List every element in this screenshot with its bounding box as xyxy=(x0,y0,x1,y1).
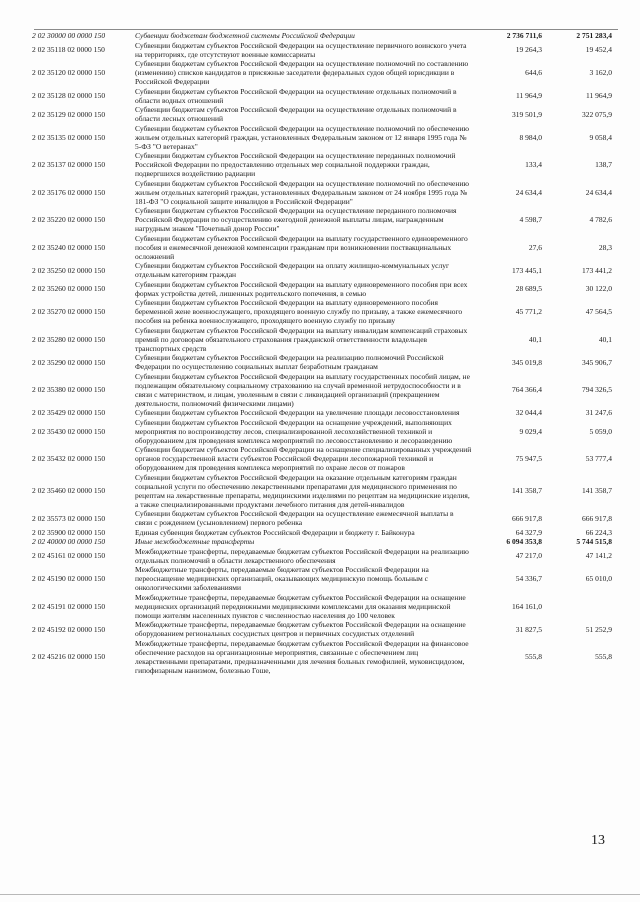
row-value-1: 31 827,5 xyxy=(515,624,542,634)
row-code: 2 02 35430 02 0000 150 xyxy=(32,426,106,436)
row-value-2: 666 917,8 xyxy=(582,513,612,523)
table-row xyxy=(32,547,612,566)
row-value-2: 47 141,2 xyxy=(585,551,612,560)
row-code: 2 02 45192 02 0000 150 xyxy=(32,624,106,634)
table-row xyxy=(32,593,612,621)
row-name: Межбюджетные трансферты, передаваемые бюджетам субъектов Российской Федерации на финансовое обеспечение расходов на организационные мероприятия, связанные с обеспечением лиц лекарственными препаратами, предназначенными для лечения больных гемофилией, муковисцидозом, гипофизарным нанизмом, болезнью Гоше, xyxy=(135,638,469,675)
row-code: 2 02 40000 00 0000 150 xyxy=(32,537,106,546)
row-name: Межбюджетные трансферты, передаваемые бюджетам субъектов Российской Федерации на оснащение медицинских организаций передвижными медицинскими комплексами для оказания медицинской помощи жителям населенных пунктов с численностью населения до 100 человек xyxy=(135,592,466,620)
table-row xyxy=(32,565,612,593)
row-name: Субвенции бюджетам субъектов Российской Федерации на выплату единовременного пособия при всех формах устройства детей, лишенных родительского попечения, в семью xyxy=(135,279,468,298)
row-code: 2 02 35460 02 0000 150 xyxy=(32,486,106,495)
row-value-1: 164 161,0 xyxy=(512,601,542,611)
table-row xyxy=(32,280,612,299)
row-name: Межбюджетные трансферты, передаваемые бюджетам субъектов Российской Федерации на реализацию отдельных полномочий в области лекарственного обеспечения xyxy=(135,546,469,565)
row-value-1: 64 327,9 xyxy=(515,527,542,537)
row-value-1: 4 598,7 xyxy=(519,215,542,224)
row-value-2: 40,1 xyxy=(598,334,612,344)
row-value-1: 47 217,0 xyxy=(515,551,542,560)
row-name: Межбюджетные трансферты, передаваемые бюджетам субъектов Российской Федерации на переоснащение медицинских организаций, оказывающих медицинскую помощь больным с онкологическими заболеваниями xyxy=(135,565,429,592)
row-value-2: 19 452,4 xyxy=(585,45,612,54)
row-code: 2 02 35900 02 0000 150 xyxy=(32,527,106,537)
row-value-1: 666 917,8 xyxy=(512,513,542,523)
row-value-2: 11 964,9 xyxy=(586,91,612,100)
page-number: 13 xyxy=(591,833,605,848)
row-code: 2 02 35137 02 0000 150 xyxy=(32,160,106,169)
table-row xyxy=(32,509,612,528)
row-name: Иные межбюджетные трансферты xyxy=(135,537,255,546)
row-value-1: 644,6 xyxy=(525,68,542,77)
budget-table-body xyxy=(32,31,612,675)
table-row xyxy=(32,179,612,207)
row-value-2: 322 075,9 xyxy=(582,109,612,119)
row-name: Субвенции бюджетам субъектов Российской Федерации на выплату инвалидам компенсаций страховых премий по договорам обязательного страхования гражданской ответственности владельцев транспортных средств xyxy=(135,325,468,353)
row-value-1: 27,6 xyxy=(528,242,542,252)
row-code: 2 02 35120 02 0000 150 xyxy=(32,68,106,77)
row-name: Субвенции бюджетам субъектов Российской Федерации на осуществление отдельных полномочий в области водных отношений xyxy=(135,86,457,105)
row-name: Субвенции бюджетам субъектов Российской Федерации на выплату единовременного пособия беременной жене военнослужащего, проходящего военную службу по призыву, а также ежемесячного пособия на ребенка военнослужащего, проходящего военную службу по призыву xyxy=(135,298,463,325)
table-row xyxy=(32,353,612,372)
row-value-2: 141 358,7 xyxy=(582,486,612,495)
row-code: 2 02 35260 02 0000 150 xyxy=(32,284,106,293)
row-value-2: 3 162,0 xyxy=(589,68,612,77)
row-value-2: 794 326,5 xyxy=(582,385,612,394)
table-row xyxy=(32,151,612,179)
row-value-2: 28,3 xyxy=(598,242,612,252)
row-value-2: 47 564,5 xyxy=(585,307,612,316)
row-value-1: 9 029,4 xyxy=(519,426,542,436)
row-name: Субвенции бюджетам субъектов Российской Федерации на осуществление полномочий по обеспечению жильем отдельных категорий граждан, установленных Федеральным законом от 12 января 1995 года № 5-ФЗ "О ветеранах" xyxy=(135,123,469,151)
row-code: 2 02 35290 02 0000 150 xyxy=(32,357,106,367)
row-value-1: 54 336,7 xyxy=(515,574,542,583)
table-row xyxy=(32,206,612,234)
row-value-1: 45 771,2 xyxy=(515,307,542,316)
row-code: 2 02 35128 02 0000 150 xyxy=(32,91,106,100)
row-value-1: 173 445,1 xyxy=(512,265,542,275)
row-name: Субвенции бюджетам субъектов Российской Федерации на осуществление первичного воинского учета на территориях, где отсутствуют военные комиссариаты xyxy=(135,40,467,59)
row-code: 2 02 35240 02 0000 150 xyxy=(32,242,106,252)
summary-row xyxy=(32,537,612,547)
row-value-1: 40,1 xyxy=(528,334,542,344)
row-value-2: 138,7 xyxy=(595,160,612,169)
summary-row xyxy=(32,31,612,41)
table-row xyxy=(32,473,612,510)
table-row xyxy=(32,418,612,446)
row-name: Межбюджетные трансферты, передаваемые бюджетам субъектов Российской Федерации на оснащение оборудованием региональных сосудистых центров и первичных сосудистых отделений xyxy=(135,620,466,638)
table-row xyxy=(32,528,612,538)
row-name: Субвенции бюджетам субъектов Российской Федерации на увеличение площади лесовосстановления xyxy=(135,408,460,417)
row-name: Субвенции бюджетам субъектов Российской Федерации на выплату государственных пособий лицам, не подлежащим обязательному социальному страхованию на случай временной нетрудоспособности и в связи с материнством, и лицам, уволенным в связи с ликвидацией организаций (прекращением деятельности, полномочий физическими лицами) xyxy=(135,371,470,408)
row-value-2: 345 906,7 xyxy=(582,357,612,367)
table-row xyxy=(32,408,612,418)
row-value-2: 65 010,0 xyxy=(585,574,612,583)
row-name: Субвенции бюджетам субъектов Российской Федерации на осуществление отдельных полномочий в области лесных отношений xyxy=(135,105,457,123)
row-value-2: 66 224,3 xyxy=(585,527,612,537)
row-name: Субвенции бюджетам субъектов Российской Федерации на осуществление полномочий по составлению (изменению) списков кандидатов в присяжные заседатели федеральных судов общей юрисдикции в Российской Федерации xyxy=(135,59,469,86)
table-row xyxy=(32,445,612,473)
row-name: Субвенции бюджетам субъектов Российской Федерации на оплату жилищно-коммунальных услуг отдельным категориям граждан xyxy=(135,261,450,279)
row-value-1: 75 947,5 xyxy=(515,454,542,463)
table-row xyxy=(32,261,612,280)
row-value-2: 24 634,4 xyxy=(585,187,612,197)
row-value-1: 6 094 353,8 xyxy=(506,537,542,546)
table-row xyxy=(32,59,612,87)
row-value-1: 32 044,4 xyxy=(515,408,542,417)
row-code: 2 02 35135 02 0000 150 xyxy=(32,132,106,142)
row-value-2: 53 777,4 xyxy=(585,454,612,463)
row-code: 2 02 35250 02 0000 150 xyxy=(32,265,106,275)
row-name: Субвенции бюджетам субъектов Российской Федерации на осуществление полномочий по обеспечению жильем отдельных категорий граждан, установленных Федеральным законом от 24 ноября 1995 года № 181-ФЗ "О социальной защите инвалидов в Российской Федерации" xyxy=(135,178,469,206)
row-name: Единая субвенция бюджетам субъектов Российской Федерации и бюджету г. Байконура xyxy=(135,527,415,537)
row-code: 2 02 35220 02 0000 150 xyxy=(32,215,106,224)
row-name: Субвенции бюджетам субъектов Российской Федерации на осуществление переданных полномочий Российской Федерации по предоставлению отдельных мер социальной поддержки граждан, подвергшихся воздействию радиации xyxy=(135,151,456,178)
row-code: 2 02 45161 02 0000 150 xyxy=(32,551,106,560)
table-row xyxy=(32,620,612,639)
row-value-2: 5 059,0 xyxy=(589,426,612,436)
row-name: Субвенции бюджетам субъектов Российской Федерации на реализацию полномочий Российской Федерации по осуществлению социальных выплат безработным гражданам xyxy=(135,353,444,371)
table-row xyxy=(32,105,612,124)
row-code: 2 02 45191 02 0000 150 xyxy=(32,601,106,611)
table-row xyxy=(32,87,612,106)
row-code: 2 02 35280 02 0000 150 xyxy=(32,334,106,344)
row-value-1: 319 501,9 xyxy=(512,109,542,119)
row-code: 2 02 35573 02 0000 150 xyxy=(32,513,106,523)
table-row xyxy=(32,124,612,152)
row-name: Субвенции бюджетам субъектов Российской Федерации на оснащение учреждений, выполняющих мероприятия по воспроизводству лесов, специализированной лесохозяйственной техникой и оборудованием для проведения комплекса мероприятий по лесовосстановлению и лесоразведению xyxy=(135,417,453,445)
row-name: Субвенции бюджетам субъектов Российской Федерации на оказание отдельным категориям граждан социальной услуги по обеспечению лекарственными препаратами для медицинского применения по рецептам на лекарственные препараты, медицинскими изделиями по рецептам на медицинские изделия, а также специализированными продуктами лечебного питания для детей-инвалидов xyxy=(135,472,470,509)
row-value-1: 19 264,3 xyxy=(515,45,542,54)
row-value-2: 4 782,6 xyxy=(589,215,612,224)
row-value-2: 30 122,0 xyxy=(585,284,612,293)
row-value-2: 9 058,4 xyxy=(589,132,612,142)
row-value-1: 24 634,4 xyxy=(515,187,542,197)
bottom-rule xyxy=(0,894,640,895)
row-value-1: 133,4 xyxy=(525,160,542,169)
row-value-1: 11 964,9 xyxy=(516,91,542,100)
row-code: 2 02 45190 02 0000 150 xyxy=(32,574,106,583)
table-row xyxy=(32,326,612,354)
row-code: 2 02 35429 02 0000 150 xyxy=(32,408,106,417)
row-value-2: 5 744 515,8 xyxy=(576,537,612,546)
row-value-1: 28 689,5 xyxy=(515,284,542,293)
row-code: 2 02 35118 02 0000 150 xyxy=(32,45,105,54)
row-value-1: 764 366,4 xyxy=(512,385,542,394)
row-code: 2 02 35176 02 0000 150 xyxy=(32,187,106,197)
row-code: 2 02 30000 00 0000 150 xyxy=(32,31,106,40)
row-value-1: 555,8 xyxy=(525,652,542,661)
table-row xyxy=(32,41,612,60)
row-value-1: 141 358,7 xyxy=(512,486,542,495)
row-value-1: 8 984,0 xyxy=(519,132,542,142)
row-code: 2 02 35432 02 0000 150 xyxy=(32,454,106,463)
row-name: Субвенции бюджетам субъектов Российской Федерации на выплату государственного единовременного пособия и ежемесячной денежной компенсации гражданам при возникновении поствакцинальных осложнений xyxy=(135,233,468,261)
row-value-1: 345 019,8 xyxy=(512,357,542,367)
row-code: 2 02 35270 02 0000 150 xyxy=(32,307,106,316)
row-value-2: 51 252,9 xyxy=(585,624,612,634)
row-value-2: 31 247,6 xyxy=(585,408,612,417)
row-value-2: 2 751 283,4 xyxy=(576,31,612,40)
table-row xyxy=(32,639,612,676)
row-code: 2 02 35129 02 0000 150 xyxy=(32,109,106,119)
table-row xyxy=(32,234,612,262)
row-value-2 xyxy=(542,593,612,621)
budget-table xyxy=(32,31,612,675)
row-name: Субвенции бюджетам субъектов Российской Федерации на оснащение специализированных учреждений органов государственной власти субъектов Российской Федерации лесопожарной техникой и оборудованием для проведения комплекса мероприятий по охране лесов от пожаров xyxy=(135,445,472,472)
row-value-2: 555,8 xyxy=(595,652,612,661)
row-value-2: 173 441,2 xyxy=(582,265,612,275)
row-name: Субвенции бюджетам бюджетной системы Российской Федерации xyxy=(135,31,355,40)
row-code: 2 02 45216 02 0000 150 xyxy=(32,652,106,661)
table-row xyxy=(32,372,612,409)
table-row xyxy=(32,298,612,326)
top-rule xyxy=(34,29,618,30)
row-name: Субвенции бюджетам субъектов Российской Федерации на осуществление переданного полномочия Российской Федерации по осуществлению ежегодной денежной выплаты лицам, награжденным нагрудным знаком "Почетный донор России" xyxy=(135,206,457,233)
row-code: 2 02 35380 02 0000 150 xyxy=(32,385,106,394)
row-value-1: 2 736 711,6 xyxy=(506,31,542,40)
row-name: Субвенции бюджетам субъектов Российской Федерации на осуществление ежемесячной выплаты в связи с рождением (усыновлением) первого ребенка xyxy=(135,509,454,527)
